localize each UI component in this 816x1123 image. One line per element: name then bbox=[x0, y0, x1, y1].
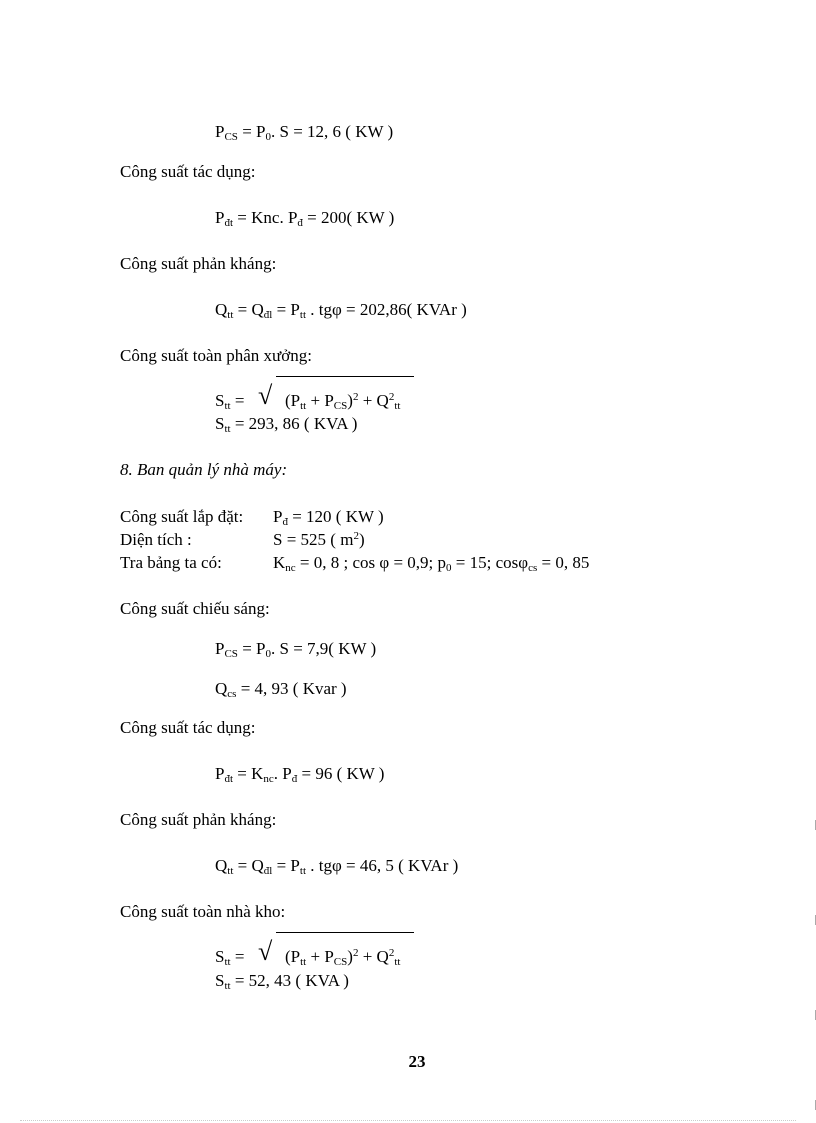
page-bottom-divider bbox=[20, 1120, 796, 1121]
formula-stt-result-2: $S_{tt} = 52$, 43 ( KVA ) bbox=[215, 971, 349, 992]
formula-stt-sqrt-1-radicand: $(P_{tt} + P_{CS})^2 + Q^2_{tt}$ bbox=[285, 391, 401, 412]
heading-reactive-power-2: Công suất phản kháng: bbox=[120, 810, 277, 829]
radical-overbar-1 bbox=[276, 376, 414, 377]
radical-overbar-2 bbox=[276, 932, 414, 933]
heading-active-power-2: Công suất tác dụng: bbox=[120, 718, 256, 737]
label-installed-power: Công suất lắp đặt: bbox=[120, 507, 244, 526]
value-installed-power: $P_đ = 120$ ( KW ) bbox=[273, 507, 384, 528]
value-table-lookup: $K_{nc} = 0$, 8 ; cos φ = 0,9; $p_0 = 15$; cosφ$_{cs}$ = 0, 85 bbox=[273, 553, 590, 574]
section-heading-management: 8. Ban quản lý nhà máy: bbox=[120, 460, 288, 479]
heading-lighting-power: Công suất chiếu sáng: bbox=[120, 599, 270, 618]
radical-symbol-2: √ bbox=[258, 937, 273, 966]
formula-qtt-2: $Q_{tt} = Q_{đl} = P_{tt}$ . tgφ = 46, 5 ( KVAr ) bbox=[215, 856, 459, 877]
formula-stt-result-1: $S_{tt} = 293$, 86 ( KVA ) bbox=[215, 414, 358, 435]
label-area: Diện tích : bbox=[120, 530, 192, 549]
radical-symbol-1: √ bbox=[258, 381, 273, 410]
value-area: S = 525 ( $m^2$) bbox=[273, 530, 365, 549]
formula-qtt-1: $Q_{tt} = Q_{đl} = P_{tt}$ . tgφ = 202,86( KVAr ) bbox=[215, 300, 467, 321]
edge-mark-3 bbox=[805, 1010, 816, 1020]
formula-pdt-1: $P_{đt}$ = Knc. $P_đ = 200$( KW ) bbox=[215, 208, 395, 229]
heading-total-power-warehouse: Công suất toàn nhà kho: bbox=[120, 902, 286, 921]
formula-stt-sqrt-2-radicand: $(P_{tt} + P_{CS})^2 + Q^2_{tt}$ bbox=[285, 947, 401, 968]
edge-mark-2 bbox=[805, 915, 816, 925]
formula-stt-sqrt-2: $S_{tt}$ = bbox=[215, 947, 245, 968]
label-table-lookup: Tra bảng ta có: bbox=[120, 553, 222, 572]
heading-reactive-power-1: Công suất phản kháng: bbox=[120, 254, 277, 273]
formula-stt-sqrt-1: $S_{tt}$ = bbox=[215, 391, 245, 412]
heading-total-power-workshop: Công suất toàn phân xưởng: bbox=[120, 346, 312, 365]
edge-mark-4 bbox=[805, 1100, 816, 1110]
formula-pcs-1: $P_{CS} = P_0$. S = 12, 6 ( KW ) bbox=[215, 122, 394, 143]
edge-mark-1 bbox=[805, 820, 816, 830]
page-number: 23 bbox=[408, 1052, 426, 1071]
formula-qcs: $Q_{cs} = 4$, 93 ( Kvar ) bbox=[215, 679, 347, 700]
formula-pcs-2: $P_{CS} = P_0$. S = 7,9( KW ) bbox=[215, 639, 377, 660]
formula-pdt-2: $P_{đt} = K_{nc}$. $P_đ = 96$ ( KW ) bbox=[215, 764, 385, 785]
heading-active-power-1: Công suất tác dụng: bbox=[120, 162, 256, 181]
